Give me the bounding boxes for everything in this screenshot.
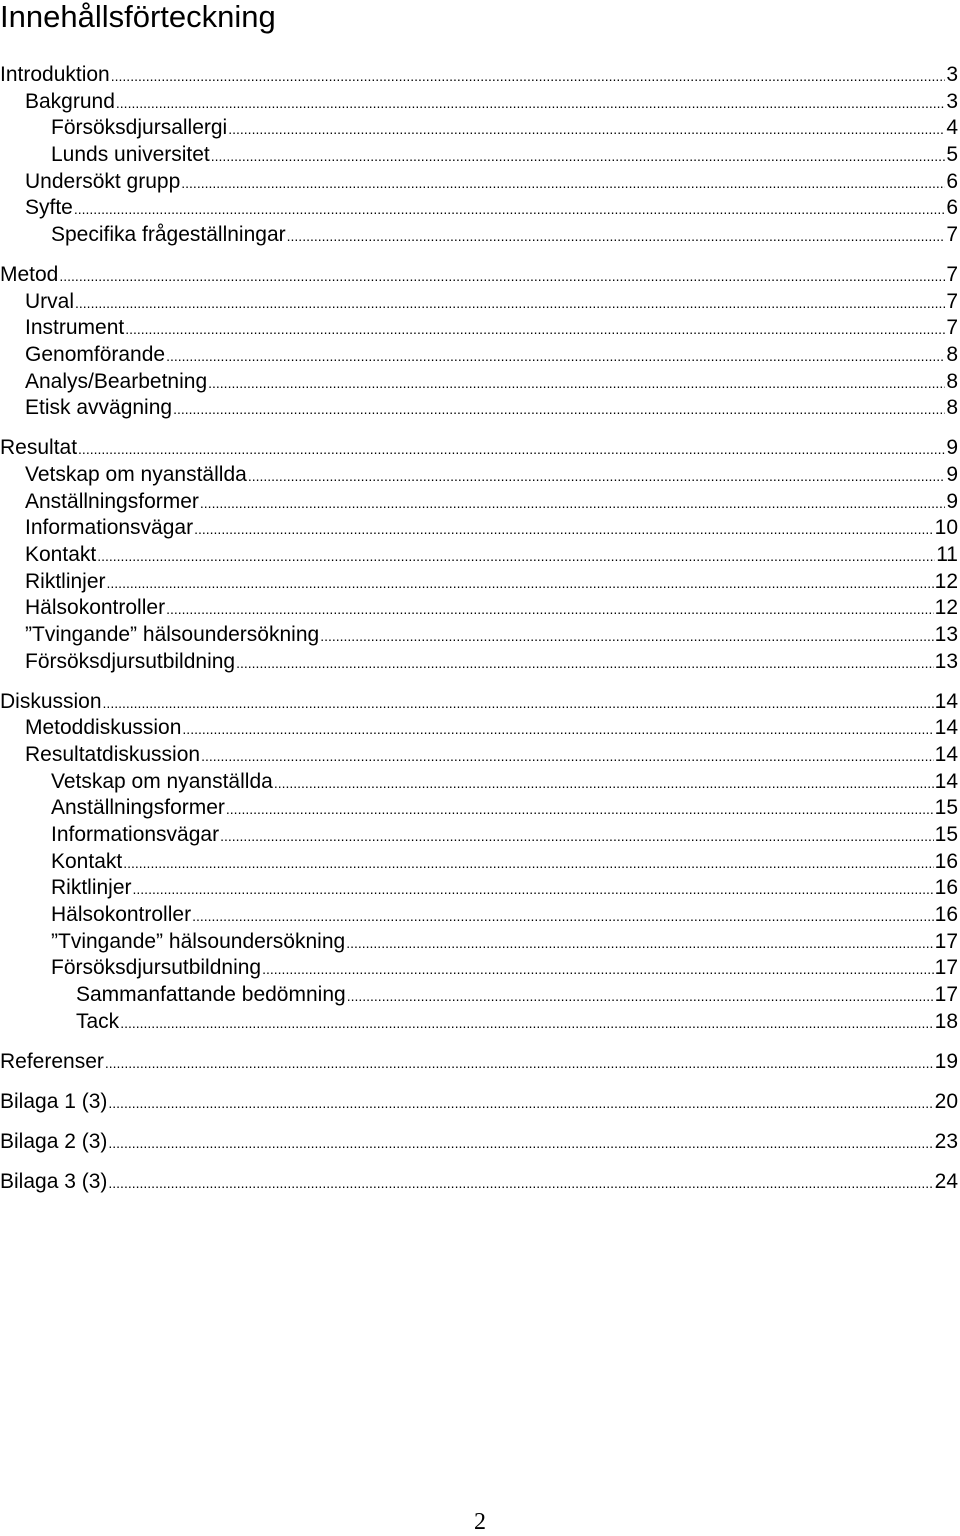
toc-dot-leader	[133, 876, 934, 901]
toc-entry-page: 14	[934, 716, 958, 739]
toc-entry-label: Resultatdiskussion	[25, 743, 201, 766]
toc-entry-page: 18	[934, 1010, 958, 1033]
toc-entry-label: ”Tvingande” hälsoundersökning	[51, 930, 346, 953]
toc-entry-label: Metod	[0, 263, 59, 286]
toc-dot-leader	[194, 516, 934, 541]
toc-dot-leader	[211, 143, 946, 168]
toc-entry-page: 3	[946, 63, 958, 86]
toc-dot-leader	[97, 543, 935, 568]
toc-entry[interactable]	[25, 595, 958, 621]
toc-dot-leader	[228, 116, 945, 141]
toc-entry-label: Etisk avvägning	[25, 396, 173, 419]
toc-entry[interactable]	[25, 395, 958, 421]
toc-dot-leader	[120, 1010, 933, 1035]
toc-entry-label: Försöksdjursutbildning	[25, 650, 236, 673]
toc-dot-leader	[173, 396, 945, 421]
toc-entry-label: Försöksdjursutbildning	[51, 956, 262, 979]
toc-dot-leader	[107, 570, 934, 595]
toc-entry[interactable]	[76, 1009, 958, 1035]
toc-entry-label: Referenser	[0, 1050, 104, 1073]
toc-dot-leader	[200, 490, 945, 515]
toc-entry-page: 6	[946, 196, 958, 219]
toc-entry-page: 15	[934, 823, 958, 846]
toc-entry-label: Anställningsformer	[51, 796, 225, 819]
toc-entry-page: 10	[934, 516, 958, 539]
toc-dot-leader	[108, 1130, 933, 1155]
toc-entry-page: 7	[946, 223, 958, 246]
toc-entry-page: 16	[934, 903, 958, 926]
toc-entry-label: Introduktion	[0, 63, 110, 86]
toc-dot-leader	[111, 63, 946, 88]
toc-entry[interactable]	[25, 369, 958, 395]
toc-entry-page: 14	[934, 690, 958, 713]
toc-entry-label: Tack	[76, 1010, 120, 1033]
toc-entry-page: 7	[946, 263, 958, 286]
toc-dot-leader	[59, 263, 945, 288]
toc-entry-label: Kontakt	[51, 850, 123, 873]
toc-dot-leader	[236, 650, 934, 675]
toc-entry[interactable]	[25, 542, 958, 568]
toc-dot-leader	[274, 770, 934, 795]
toc-entry[interactable]	[0, 62, 958, 88]
toc-entry-page: 17	[934, 930, 958, 953]
toc-dot-leader	[108, 1090, 933, 1115]
toc-entry[interactable]	[25, 315, 958, 341]
toc-entry-label: Vetskap om nyanställda	[25, 463, 247, 486]
toc-entry[interactable]	[25, 289, 958, 315]
toc-entry-page: 24	[934, 1170, 958, 1193]
toc-dot-leader	[181, 170, 945, 195]
toc-dot-leader	[226, 796, 934, 821]
toc-dot-leader	[125, 316, 945, 341]
toc-dot-leader	[220, 823, 934, 848]
toc-dot-leader	[108, 1170, 933, 1195]
toc-dot-leader	[347, 983, 934, 1008]
toc-entry[interactable]	[0, 262, 958, 288]
toc-entry-label: Informationsvägar	[51, 823, 220, 846]
toc-dot-leader	[105, 1050, 934, 1075]
toc-entry[interactable]	[51, 875, 958, 901]
toc-dot-leader	[123, 850, 933, 875]
toc-entry[interactable]	[25, 622, 958, 648]
toc-dot-leader	[248, 463, 946, 488]
toc-entry-label: Metoddiskussion	[25, 716, 182, 739]
toc-entry[interactable]	[25, 462, 958, 488]
toc-entry[interactable]	[25, 342, 958, 368]
page-title: Innehållsförteckning	[0, 0, 276, 34]
toc-entry-page: 16	[934, 876, 958, 899]
toc-entry[interactable]	[76, 982, 958, 1008]
toc-entry-page: 9	[946, 463, 958, 486]
toc-entry[interactable]	[25, 649, 958, 675]
toc-entry-label: Hälsokontroller	[51, 903, 192, 926]
toc-entry-page: 8	[946, 343, 958, 366]
toc-dot-leader	[201, 743, 934, 768]
toc-dot-leader	[182, 716, 933, 741]
toc-entry-page: 9	[946, 436, 958, 459]
toc-entry[interactable]	[25, 515, 958, 541]
toc-entry-page: 8	[946, 396, 958, 419]
toc-entry-page: 12	[934, 570, 958, 593]
toc-dot-leader	[208, 370, 945, 395]
toc-entry-label: Resultat	[0, 436, 78, 459]
toc-dot-leader	[192, 903, 934, 928]
toc-entry[interactable]	[25, 569, 958, 595]
toc-entry-label: Riktlinjer	[25, 570, 106, 593]
toc-entry-page: 11	[936, 543, 958, 566]
toc-dot-leader	[166, 596, 934, 621]
toc-entry-label: Bilaga 3 (3)	[0, 1170, 108, 1193]
toc-entry[interactable]	[51, 822, 958, 848]
toc-dot-leader	[287, 223, 946, 248]
toc-entry[interactable]	[0, 689, 958, 715]
toc-entry-label: Undersökt grupp	[25, 170, 181, 193]
toc-entry[interactable]	[0, 435, 958, 461]
toc-dot-leader	[320, 623, 933, 648]
toc-entry[interactable]	[25, 715, 958, 741]
toc-entry-label: Bakgrund	[25, 90, 115, 113]
toc-entry[interactable]	[0, 1049, 958, 1075]
toc-dot-leader	[74, 196, 945, 221]
page-number: 2	[474, 1509, 486, 1535]
toc-entry[interactable]	[25, 195, 958, 221]
toc-entry[interactable]	[0, 1129, 958, 1155]
toc-entry[interactable]	[51, 115, 958, 141]
toc-entry[interactable]	[51, 769, 958, 795]
toc-entry-page: 7	[946, 316, 958, 339]
toc-entry-page: 17	[934, 956, 958, 979]
toc-entry-page: 7	[946, 290, 958, 313]
toc-entry-label: Syfte	[25, 196, 73, 219]
toc-entry-page: 19	[934, 1050, 958, 1073]
toc-entry[interactable]	[51, 142, 958, 168]
toc-dot-leader	[166, 343, 945, 368]
toc-entry[interactable]	[51, 902, 958, 928]
toc-entry-page: 4	[946, 116, 958, 139]
toc-entry[interactable]	[25, 742, 958, 768]
toc-entry-page: 16	[934, 850, 958, 873]
toc-entry-label: Sammanfattande bedömning	[76, 983, 346, 1006]
toc-entry-label: Genomförande	[25, 343, 166, 366]
toc-entry-page: 20	[934, 1090, 958, 1113]
toc-entry-page: 8	[946, 370, 958, 393]
toc-entry-label: Anställningsformer	[25, 490, 199, 513]
toc-entry-label: Försöksdjursallergi	[51, 116, 228, 139]
toc-entry[interactable]	[25, 169, 958, 195]
toc-entry-label: Informationsvägar	[25, 516, 194, 539]
toc-entry-label: Lunds universitet	[51, 143, 210, 166]
toc-entry[interactable]	[51, 955, 958, 981]
toc-dot-leader	[116, 90, 945, 115]
toc-entry-page: 15	[934, 796, 958, 819]
toc-entry-page: 17	[934, 983, 958, 1006]
toc-entry-page: 5	[946, 143, 958, 166]
toc-entry-page: 6	[946, 170, 958, 193]
toc-dot-leader	[262, 956, 934, 981]
toc-entry-page: 23	[934, 1130, 958, 1153]
toc-entry-page: 14	[934, 743, 958, 766]
toc-entry[interactable]	[51, 929, 958, 955]
toc-entry[interactable]	[51, 222, 958, 248]
toc-entry-label: Diskussion	[0, 690, 102, 713]
toc-entry-label: Riktlinjer	[51, 876, 132, 899]
toc-entry[interactable]	[51, 849, 958, 875]
toc-dot-leader	[78, 436, 945, 461]
toc-entry-label: ”Tvingande” hälsoundersökning	[25, 623, 320, 646]
toc-entry-page: 13	[934, 650, 958, 673]
toc-entry-page: 9	[946, 490, 958, 513]
toc-entry[interactable]	[25, 489, 958, 515]
toc-entry-label: Vetskap om nyanställda	[51, 770, 273, 793]
toc-entry-page: 3	[946, 90, 958, 113]
toc-entry-label: Bilaga 2 (3)	[0, 1130, 108, 1153]
toc-entry-label: Kontakt	[25, 543, 97, 566]
toc-entry-label: Hälsokontroller	[25, 596, 166, 619]
toc-entry[interactable]	[25, 89, 958, 115]
toc-entry-label: Urval	[25, 290, 75, 313]
toc-entry-label: Specifika frågeställningar	[51, 223, 286, 246]
toc-entry[interactable]	[0, 1089, 958, 1115]
toc-entry[interactable]	[51, 795, 958, 821]
toc-dot-leader	[75, 290, 945, 315]
toc-entry-page: 14	[934, 770, 958, 793]
toc-entry[interactable]	[0, 1169, 958, 1195]
toc-dot-leader	[346, 930, 933, 955]
toc-entry-page: 13	[934, 623, 958, 646]
toc-dot-leader	[103, 690, 934, 715]
toc-entry-label: Instrument	[25, 316, 125, 339]
toc-entry-label: Bilaga 1 (3)	[0, 1090, 108, 1113]
toc-entry-page: 12	[934, 596, 958, 619]
toc-entry-label: Analys/Bearbetning	[25, 370, 208, 393]
